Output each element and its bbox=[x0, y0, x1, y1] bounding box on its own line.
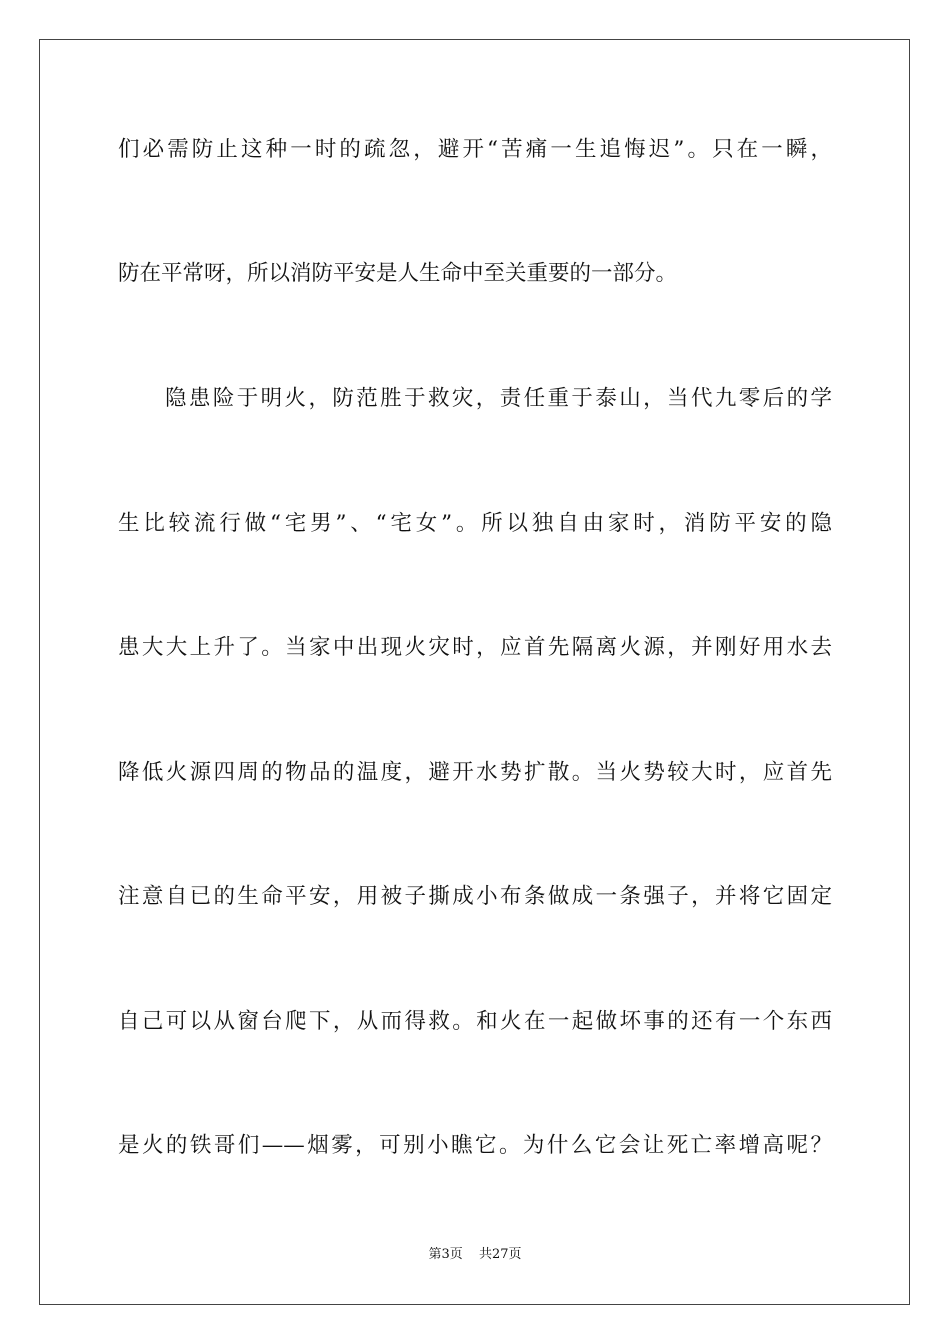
text-line: 自己可以从窗台爬下，从而得救。和火在一起做坏事的还有一个东西 bbox=[118, 1009, 832, 1034]
text-line: 注意自已的生命平安，用被子撕成小布条做成一条强子，并将它固定 bbox=[118, 884, 832, 909]
text-line: 生比较流行做“宅男”、“宅女”。所以独自由家时，消防平安的隐 bbox=[118, 511, 832, 536]
page-total: 共27页 bbox=[478, 1247, 522, 1262]
page-footer bbox=[0, 1246, 950, 1264]
text-line: 是火的铁哥们——烟雾，可别小瞧它。为什么它会让死亡率增高呢？ bbox=[118, 1133, 832, 1158]
page-number: 第3页 bbox=[428, 1247, 463, 1262]
text-line: 降低火源四周的物品的温度，避开水势扩散。当火势较大时，应首先 bbox=[118, 760, 832, 785]
text-line: 防在平常呀，所以消防平安是人生命中至关重要的一部分。 bbox=[118, 261, 678, 286]
text-line: 们必需防止这种一时的疏忽，避开“苦痛一生追悔迟”。只在一瞬， bbox=[118, 137, 832, 162]
page-border bbox=[39, 39, 910, 1305]
text-line: 患大大上升了。当家中出现火灾时，应首先隔离火源，并刚好用水去 bbox=[118, 635, 832, 660]
text-line: 隐患险于明火，防范胜于救灾，责任重于泰山，当代九零后的学 bbox=[165, 386, 832, 411]
